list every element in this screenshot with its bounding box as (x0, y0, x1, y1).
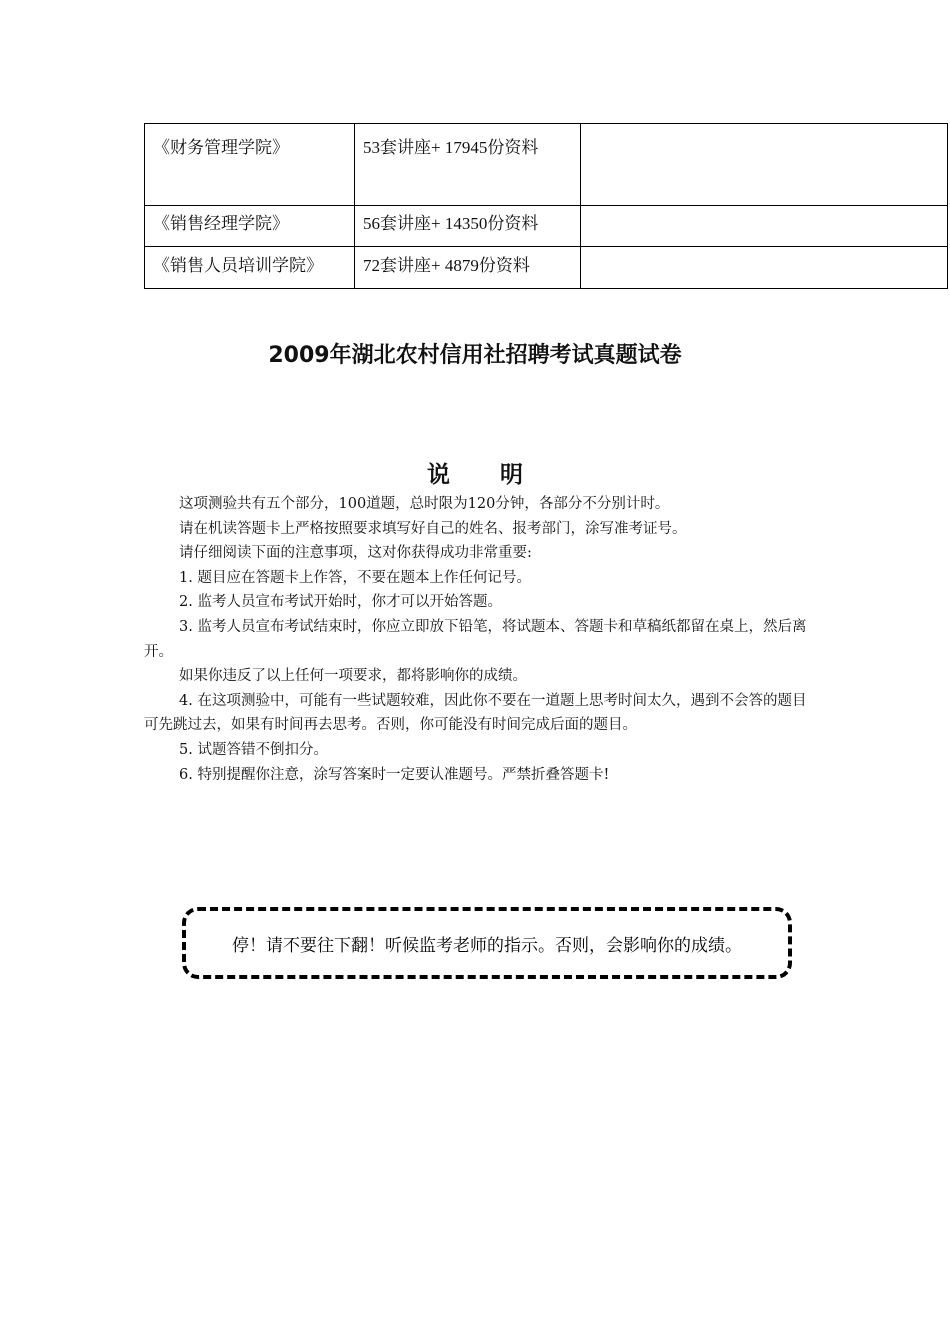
instruction-line: 3. 监考人员宣布考试结束时，你应立即放下铅笔，将试题本、答题卡和草稿纸都留在桌上，然后离开。 (144, 618, 807, 660)
instruction-line: 2. 监考人员宣布考试开始时，你才可以开始答题。 (179, 594, 502, 611)
instruction-line: 请仔细阅读下面的注意事项，这对你获得成功非常重要: (179, 545, 532, 562)
table-row (145, 247, 948, 289)
table-row (145, 206, 948, 247)
section-heading: 说明 (427, 462, 573, 488)
instruction-line: 请在机读答题卡上严格按照要求填写好自己的姓名、报考部门，涂写准考证号。 (179, 520, 687, 537)
resource-table (144, 123, 948, 289)
table-cell-extra (581, 247, 948, 289)
instructions (144, 492, 814, 787)
stop-notice-text: 停！请不要往下翻！听候监考老师的指示。否则，会影响你的成绩。 (232, 935, 742, 956)
table-cell-name: 《销售经理学院》 (145, 206, 355, 247)
table-cell-content: 53套讲座+ 17945份资料 (355, 124, 581, 206)
instruction-line: 1. 题目应在答题卡上作答，不要在题本上作任何记号。 (179, 569, 531, 586)
table-cell-extra (581, 206, 948, 247)
instruction-line: 4. 在这项测验中，可能有一些试题较难，因此你不要在一道题上思考时间太久，遇到不会答的题目可先跳过去，如果有时间再去思考。否则，你可能没有时间完成后面的题目。 (144, 692, 807, 734)
instruction-line: 6. 特别提醒你注意，涂写答案时一定要认准题号。严禁折叠答题卡! (179, 766, 610, 783)
table-row (145, 124, 948, 206)
stop-notice-box (182, 907, 792, 979)
table-cell-name: 《销售人员培训学院》 (145, 247, 355, 289)
exam-title: 2009年湖北农村信用社招聘考试真题试卷 (268, 343, 682, 368)
table-cell-name: 《财务管理学院》 (145, 124, 355, 206)
instruction-line: 如果你违反了以上任何一项要求，都将影响你的成绩。 (179, 668, 527, 685)
table-cell-content: 56套讲座+ 14350份资料 (355, 206, 581, 247)
instruction-line: 这项测验共有五个部分，100道题，总时限为120分钟，各部分不分别计时。 (179, 496, 670, 512)
table-cell-extra (581, 124, 948, 206)
table-cell-content: 72套讲座+ 4879份资料 (355, 247, 581, 289)
instruction-line: 5. 试题答错不倒扣分。 (179, 741, 328, 758)
